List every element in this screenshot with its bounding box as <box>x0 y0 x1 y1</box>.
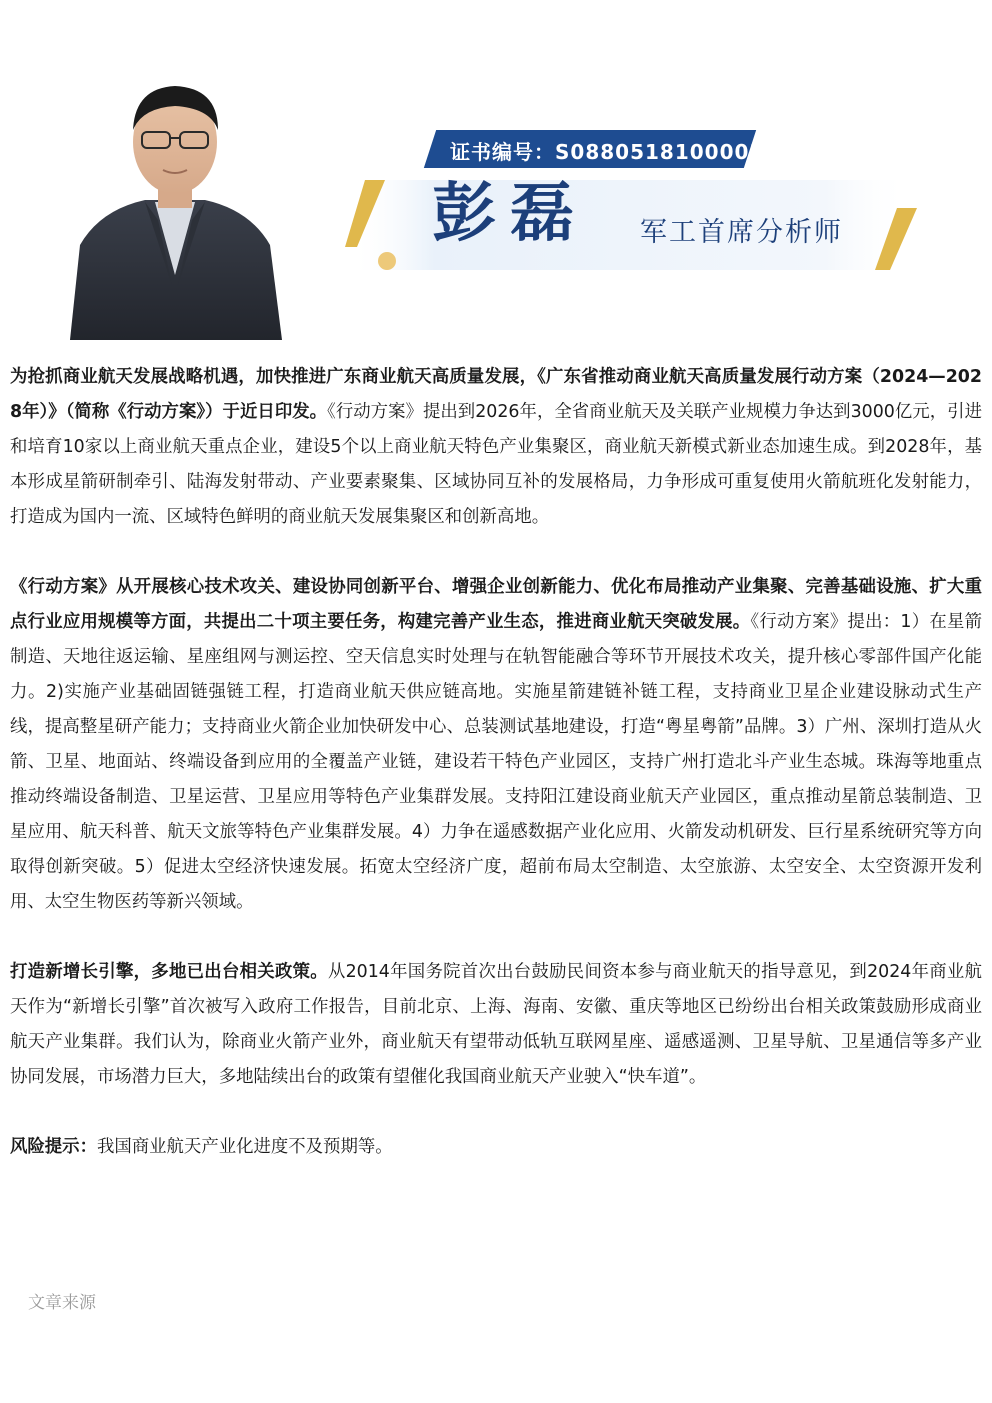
paragraph-2-lead: 《行动方案》从开展核心技术攻关、建设协同创新平台、增强企业创新能力、优化布局推动产业集聚、完善基础设施、扩大重点行业应用规模等方面，共提出二十项主要任务，构建完善产业生态，推进商业航天突破发展。 <box>10 577 982 632</box>
analyst-name: 彭磊 <box>432 176 588 251</box>
paragraph-3 <box>10 955 982 1095</box>
article-body <box>10 360 982 1165</box>
paragraph-1-lead: 为抢抓商业航天发展战略机遇，加快推进广东商业航天高质量发展，《广东省推动商业航天高质量发展行动方案（2024—2028年）》（简称《行动方案》）于近日印发。 <box>10 367 982 422</box>
risk-warning <box>10 1130 982 1165</box>
source-link[interactable]: 文章来源 <box>28 1293 96 1313</box>
risk-warning-label: 风险提示： <box>10 1137 97 1157</box>
paragraph-3-lead: 打造新增长引擎，多地已出台相关政策。 <box>10 962 328 982</box>
paragraph-2-text: 《行动方案》提出：1）在星箭制造、天地往返运输、星座组网与测运控、空天信息实时处理与在轨智能融合等环节开展技术攻关，提升核心零部件国产化能力。2)实施产业基础固链强链工程，打造商业航天供应链高地。实施星箭建链补链工程，支持商业卫星企业建设脉动式生产线，提高整星研产能力；支持商业火箭企业加快研发中心、总装测试基地建设，打造“粤星粤箭”品牌。3）广州、深圳打造从火箭、卫星、地面站、终端设备到应用的全覆盖产业链，建设若干特色产业园区，支持广州打造北斗产业生态城。珠海等地重点推动终端设备制造、卫星运营、卫星应用等特色产业集群发展。支持阳江建设商业航天产业园区，重点推动星箭总装制造、卫星应用、航天科普、航天文旅等特色产业集群发展。4）力争在遥感数据产业化应用、火箭发动机研发、巨行星系统研究等方向取得创新突破。5）促进太空经济快速发展。拓宽太空经济广度，超前布局太空制造、太空旅游、太空安全、太空资源开发利用、太空生物医药等新兴领域。 <box>10 612 982 912</box>
cert-number: 证书编号：S0880518100003 <box>450 140 765 164</box>
paragraph-3-text: 从2014年国务院首次出台鼓励民间资本参与商业航天的指导意见，到2024年商业航天作为“新增长引擎”首次被写入政府工作报告，目前北京、上海、海南、安徽、重庆等地区已纷纷出台相关政策鼓励形成商业航天产业集群。我们认为，除商业火箭产业外，商业航天有望带动低轨互联网星座、遥感遥测、卫星导航、卫星通信等多产业协同发展，市场潜力巨大，多地陆续出台的政策有望催化我国商业航天产业驶入“快车道”。 <box>10 962 982 1087</box>
paragraph-1-text: 《行动方案》提出到2026年，全省商业航天及关联产业规模力争达到3000亿元，引进和培育10家以上商业航天重点企业，建设5个以上商业航天特色产业集聚区，商业航天新模式新业态加速生成。到2028年，基本形成星箭研制牵引、陆海发射带动、产业要素聚集、区域协同互补的发展格局，力争形成可重复使用火箭航班化发射能力，打造成为国内一流、区域特色鲜明的商业航天发展集聚区和创新高地。 <box>10 402 982 527</box>
analyst-photo <box>60 70 290 340</box>
paragraph-2 <box>10 570 982 920</box>
analyst-banner <box>0 0 992 345</box>
risk-warning-text: 我国商业航天产业化进度不及预期等。 <box>96 1137 393 1157</box>
paragraph-1 <box>10 360 982 535</box>
analyst-title: 军工首席分析师 <box>640 217 843 248</box>
